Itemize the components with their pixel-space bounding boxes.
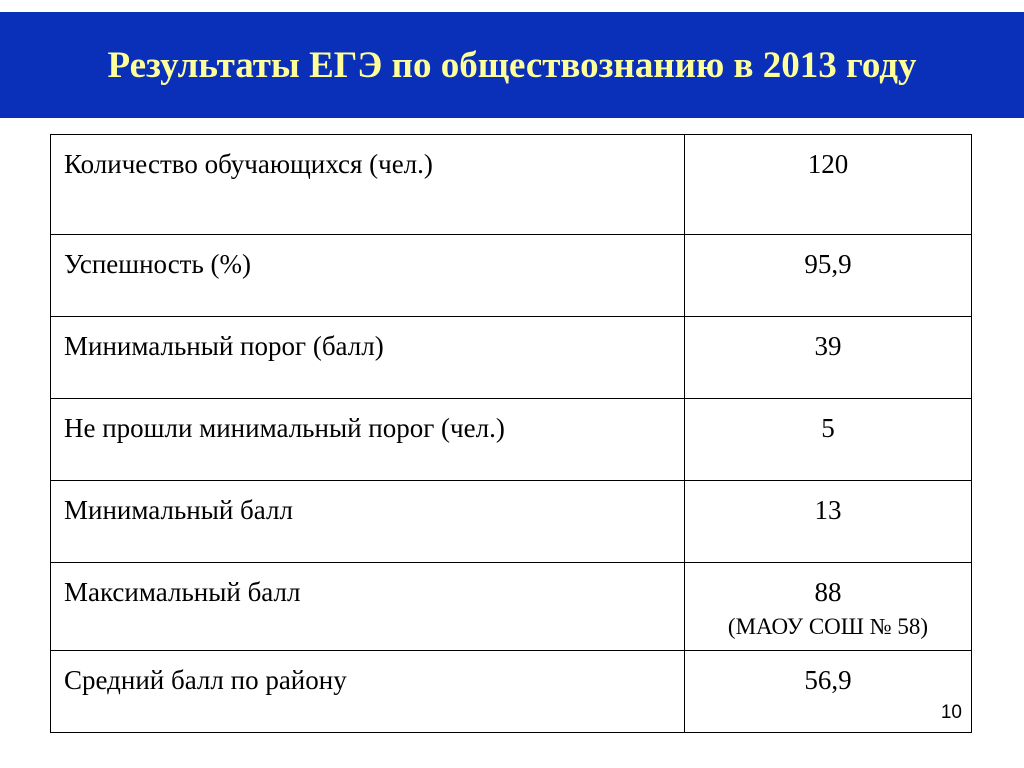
table-row bbox=[51, 651, 972, 733]
row-value-cell bbox=[685, 481, 972, 563]
row-label: Не прошли минимальный порог (чел.) bbox=[51, 399, 685, 481]
table-row bbox=[51, 399, 972, 481]
row-value: 120 bbox=[807, 149, 849, 179]
row-value: 88 bbox=[814, 577, 842, 607]
row-value-cell bbox=[685, 651, 972, 733]
row-value-cell bbox=[685, 399, 972, 481]
row-value-cell bbox=[685, 317, 972, 399]
title-bar bbox=[0, 12, 1024, 118]
row-value: 95,9 bbox=[804, 249, 852, 279]
row-value: 56,9 bbox=[804, 665, 852, 695]
table-row bbox=[51, 317, 972, 399]
results-table bbox=[50, 134, 972, 733]
table-row bbox=[51, 563, 972, 651]
row-value-note: (МАОУ СОШ № 58) bbox=[727, 614, 929, 639]
row-value: 13 bbox=[814, 495, 842, 525]
row-label: Максимальный балл bbox=[51, 563, 685, 651]
row-value-cell bbox=[685, 235, 972, 317]
table-row bbox=[51, 481, 972, 563]
row-label: Успешность (%) bbox=[51, 235, 685, 317]
page-number: 10 bbox=[940, 702, 962, 723]
row-label: Количество обучающихся (чел.) bbox=[51, 135, 685, 235]
row-value: 39 bbox=[814, 331, 842, 361]
table-row bbox=[51, 135, 972, 235]
row-label: Средний балл по району bbox=[51, 651, 685, 733]
row-value-cell bbox=[685, 563, 972, 651]
slide-title: Результаты ЕГЭ по обществознанию в 2013 году bbox=[107, 44, 917, 86]
row-value-cell bbox=[685, 135, 972, 235]
row-value: 5 bbox=[821, 413, 835, 443]
row-label: Минимальный балл bbox=[51, 481, 685, 563]
row-label: Минимальный порог (балл) bbox=[51, 317, 685, 399]
table-row bbox=[51, 235, 972, 317]
